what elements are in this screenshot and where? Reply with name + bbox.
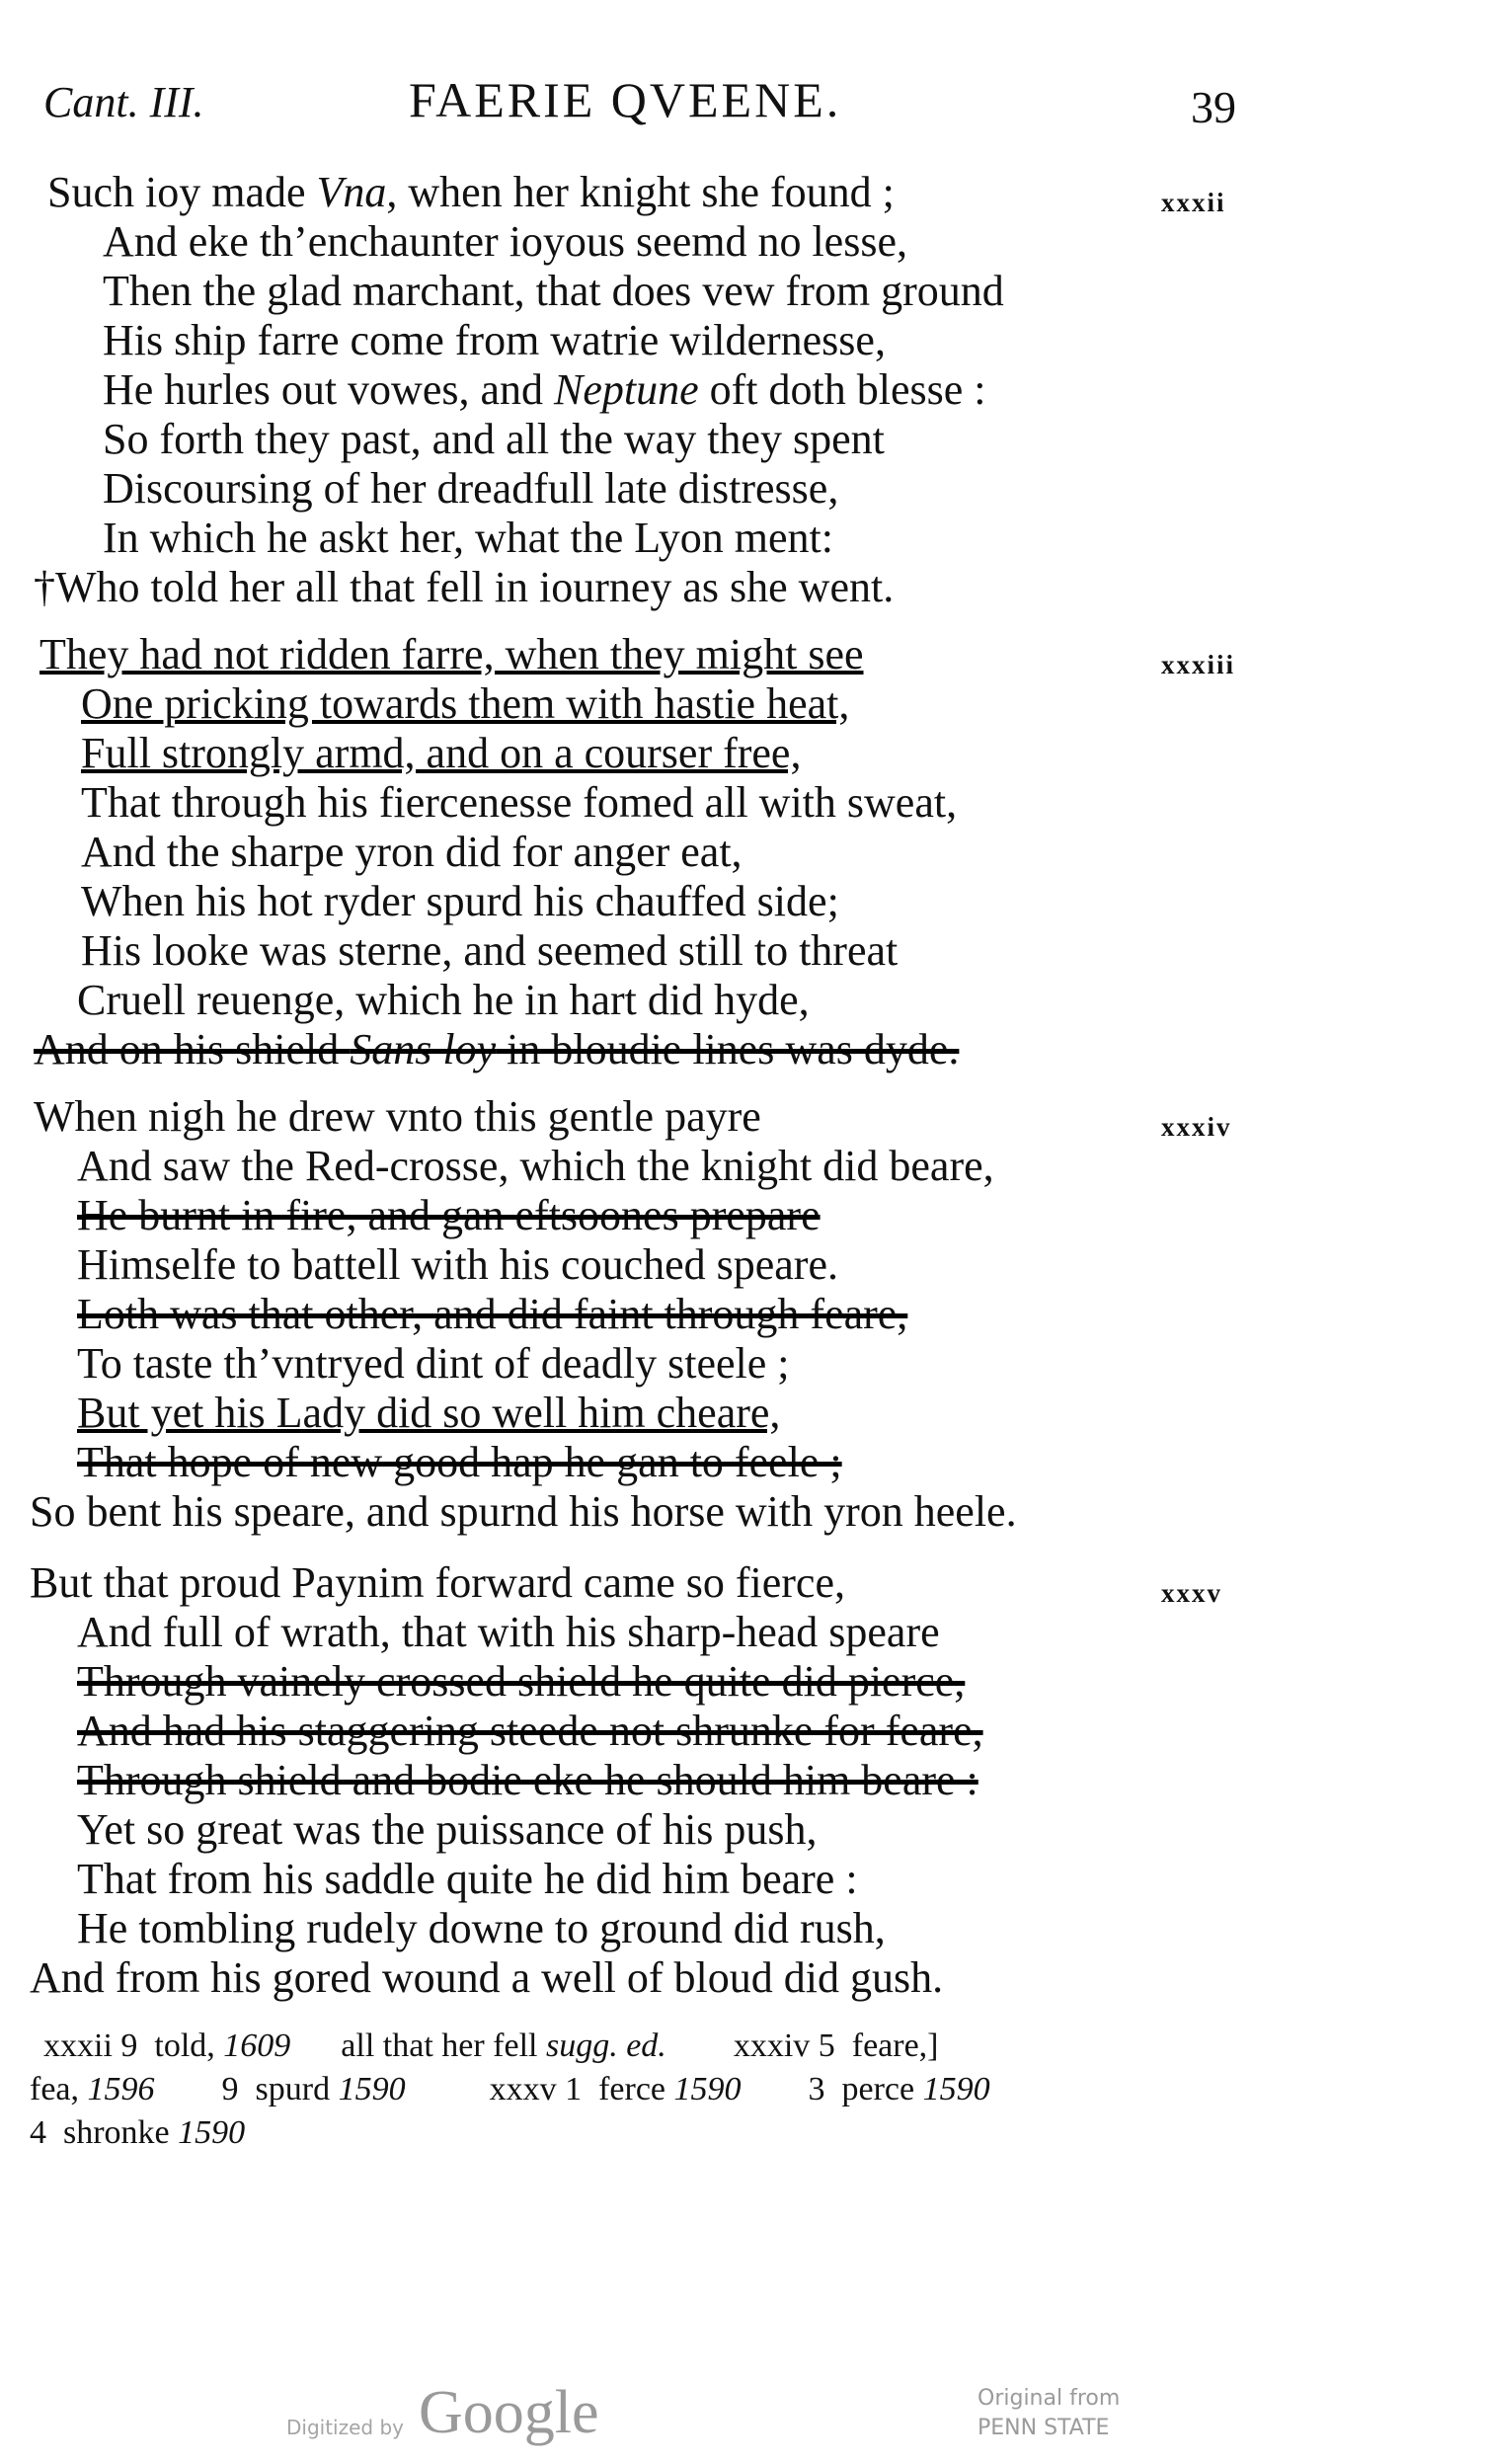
verse-line: In which he askt her, what the Lyon ment: [103,514,833,562]
note-text: 4 shronke [30,2114,179,2151]
note-edition-year: 1596 [87,2071,155,2107]
note-text: xxxii 9 told, [43,2027,224,2064]
name-sans-loy: Sans loy [350,1025,497,1073]
stanza-number: xxxii [1161,188,1226,217]
verse-line: So forth they past, and all the way they spent [103,415,885,463]
note-text: fea, [30,2071,88,2107]
verse-line: When nigh he drew vnto this gentle payre [34,1092,761,1141]
verse-line: And the sharpe yron did for anger eat, [81,828,743,876]
verse-line: Cruell reuenge, which he in hart did hyde, [77,976,810,1024]
note-line [30,2068,990,2111]
verse-line: One pricking towards them with hastie heat, [81,679,850,728]
verse-line: Through shield and bodie eke he should him beare : [77,1756,978,1804]
verse-line: When his hot ryder spurd his chauffed side; [81,877,839,925]
verse-line: Discoursing of her dreadfull late distresse, [103,464,839,513]
original-from [978,2384,1120,2443]
note-edition-year: sugg. ed. [545,2027,666,2064]
verse-line: Loth was that other, and did faint through feare, [77,1290,908,1338]
note-text: all that her fell [290,2027,546,2064]
verse-line: He hurles out vowes, and Neptune oft doth blesse : [103,365,986,414]
google-logo: Google [419,2379,599,2446]
verse-line: So bent his speare, and spurnd his horse with yron heele. [30,1487,1017,1536]
name-vna: Vna [316,168,387,216]
institution-label: PENN STATE [978,2416,1110,2440]
stanza-number: xxxv [1161,1578,1222,1608]
note-edition-year: 1590 [338,2071,406,2107]
note-line [30,2111,245,2155]
verse-line: His looke was sterne, and seemed still to threat [81,926,899,975]
note-edition-year: 1590 [673,2071,742,2107]
verse-line: And on his shield Sans loy in bloudie lines was dyde. [34,1025,960,1073]
note-text: 3 perce [741,2071,923,2107]
verse-line: But yet his Lady did so well him cheare, [77,1389,781,1437]
verse-line: He burnt in fire, and gan eftsoones prepare [77,1191,821,1239]
verse-line: That through his fiercenesse fomed all with sweat, [81,778,958,827]
book-title: FAERIE QVEENE. [409,72,842,127]
digitized-by-label: Digitized by [286,2416,404,2439]
canto-label: Cant. III. [43,78,204,126]
verse-line: †Who told her all that fell in iourney as she went. [34,563,895,611]
page-number: 39 [1191,82,1236,132]
note-line [43,2025,939,2068]
verse-line: And saw the Red-crosse, which the knight did beare, [77,1142,994,1190]
verse-line: And had his staggering steede not shrunke for feare, [77,1707,983,1755]
name-neptune: Neptune [554,365,699,414]
verse-line: His ship farre come from watrie wildernesse, [103,316,886,364]
note-edition-year: 1590 [922,2071,990,2107]
verse-line: That hope of new good hap he gan to feele ; [77,1438,842,1486]
note-text: xxxiv 5 feare,] [665,2027,939,2064]
running-head [0,71,1487,140]
verse-line: They had not ridden farre, when they might see [39,630,864,678]
verse-line: Through vainely crossed shield he quite did pierce, [77,1657,966,1706]
verse-line: Such ioy made Vna, when her knight she found ; [47,168,895,216]
verse-line: That from his saddle quite he did him beare : [77,1855,858,1903]
verse-line: Yet so great was the puissance of his push, [77,1805,818,1854]
note-edition-year: 1590 [178,2114,246,2151]
note-text: 9 spurd [154,2071,339,2107]
verse-line: But that proud Paynim forward came so fierce, [30,1558,845,1607]
verse-line: To taste th’vntryed dint of deadly steele ; [77,1339,790,1388]
verse-line: And eke th’enchaunter ioyous seemd no lesse, [103,217,907,266]
original-from-label: Original from [978,2386,1121,2411]
verse-line: He tombling rudely downe to ground did rush, [77,1904,886,1952]
stanza-number: xxxiv [1161,1112,1232,1142]
note-text: xxxv 1 ferce [405,2071,674,2107]
verse-line: Then the glad marchant, that does vew from ground [103,267,1004,315]
note-edition-year: 1609 [223,2027,291,2064]
stanza-number: xxxiii [1161,650,1236,679]
verse-line: Full strongly armd, and on a courser free, [81,729,802,777]
verse-line: And full of wrath, that with his sharp-head speare [77,1608,940,1656]
verse-line: And from his gored wound a well of bloud did gush. [30,1953,944,2002]
verse-line: Himselfe to battell with his couched speare. [77,1240,838,1289]
